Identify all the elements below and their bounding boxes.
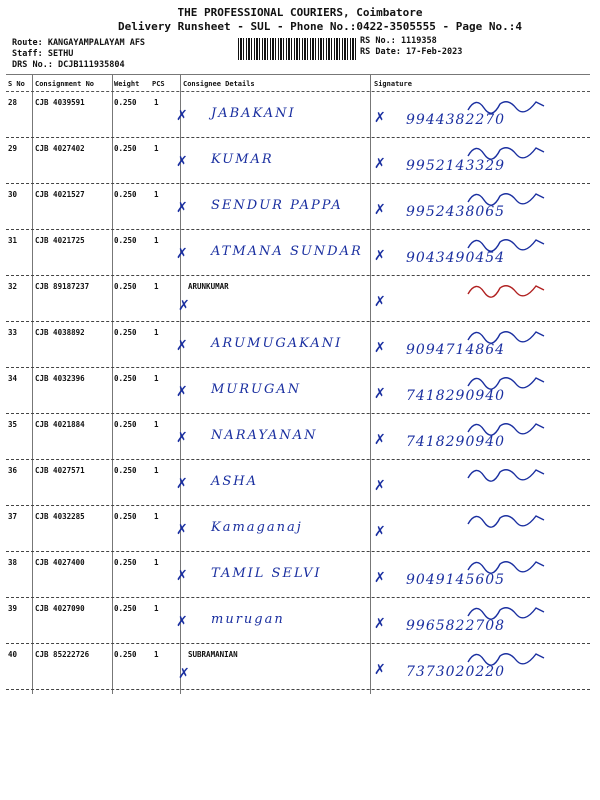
handwritten-consignee-name: NARAYANAN [211, 428, 318, 443]
handwritten-consignee-name: Kamaganaj [211, 520, 303, 535]
rs-date: RS Date: 17-Feb-2023 [360, 47, 463, 57]
tick-mark: ✗ [178, 298, 190, 314]
tick-mark: ✗ [178, 666, 190, 682]
row-consignment-no: CJB 4032285 [35, 512, 85, 521]
row-sno: 30 [8, 190, 18, 199]
tick-mark: ✗ [176, 430, 188, 446]
row-weight: 0.250 [114, 374, 137, 383]
row-pcs: 1 [154, 420, 159, 429]
handwritten-phone: 9944382270 [406, 112, 506, 128]
row-pcs: 1 [154, 374, 159, 383]
row-pcs: 1 [154, 328, 159, 337]
signature-tick-mark: ✗ [374, 570, 386, 586]
header-pcs: PCS [152, 80, 165, 88]
row-sno: 32 [8, 282, 18, 291]
tick-mark: ✗ [176, 568, 188, 584]
signature-tick-mark: ✗ [374, 524, 386, 540]
handwritten-phone: 9965822708 [406, 618, 506, 634]
row-weight: 0.250 [114, 558, 137, 567]
row-consignment-no: CJB 4027571 [35, 466, 85, 475]
handwritten-consignee-name: ARUMUGAKANI [211, 336, 343, 351]
row-pcs: 1 [154, 650, 159, 659]
signature-tick-mark: ✗ [374, 340, 386, 356]
row-pcs: 1 [154, 466, 159, 475]
row-sno: 37 [8, 512, 18, 521]
tick-mark: ✗ [176, 338, 188, 354]
tick-mark: ✗ [176, 522, 188, 538]
row-consignment-no: CJB 4027402 [35, 144, 85, 153]
table-row [6, 644, 590, 690]
signature-tick-mark: ✗ [374, 202, 386, 218]
handwritten-phone: 7418290940 [406, 434, 506, 450]
row-weight: 0.250 [114, 190, 137, 199]
signature-tick-mark: ✗ [374, 110, 386, 126]
signature-tick-mark: ✗ [374, 432, 386, 448]
row-weight: 0.250 [114, 650, 137, 659]
handwritten-consignee-name: JABAKANI [211, 106, 296, 121]
table-row [6, 414, 590, 460]
row-pcs: 1 [154, 190, 159, 199]
handwritten-consignee-name: ASHA [211, 474, 259, 489]
handwritten-consignee-name: TAMIL SELVI [211, 566, 322, 581]
row-weight: 0.250 [114, 512, 137, 521]
row-pcs: 1 [154, 236, 159, 245]
rs-number: RS No.: 1119358 [360, 36, 437, 46]
row-consignment-no: CJB 4021725 [35, 236, 85, 245]
document-subtitle: Delivery Runsheet - SUL - Phone No.:0422-3505555 - Page No.:4 [118, 20, 522, 33]
table-row [6, 460, 590, 506]
row-consignee: ARUNKUMAR [188, 282, 229, 291]
staff-label: Staff: SETHU [12, 49, 74, 59]
handwritten-phone: 9049145605 [406, 572, 506, 588]
tick-mark: ✗ [176, 154, 188, 170]
row-sno: 34 [8, 374, 18, 383]
row-consignment-no: CJB 89187237 [35, 282, 90, 291]
barcode [238, 38, 356, 60]
row-weight: 0.250 [114, 144, 137, 153]
row-sno: 31 [8, 236, 18, 245]
handwritten-phone: 9094714864 [406, 342, 506, 358]
signature-tick-mark: ✗ [374, 248, 386, 264]
row-sno: 39 [8, 604, 18, 613]
row-weight: 0.250 [114, 420, 137, 429]
row-pcs: 1 [154, 144, 159, 153]
row-consignment-no: CJB 4027090 [35, 604, 85, 613]
route-label: Route: KANGAYAMPALAYAM AFS [12, 38, 146, 48]
header-consignment: Consignment No [35, 80, 95, 88]
tick-mark: ✗ [176, 476, 188, 492]
row-pcs: 1 [154, 604, 159, 613]
row-sno: 35 [8, 420, 18, 429]
handwritten-phone: 9043490454 [406, 250, 506, 266]
handwritten-consignee-name: KUMAR [211, 152, 274, 167]
tick-mark: ✗ [176, 614, 188, 630]
table-row [6, 230, 590, 276]
row-pcs: 1 [154, 512, 159, 521]
signature-tick-mark: ✗ [374, 294, 386, 310]
tick-mark: ✗ [176, 200, 188, 216]
row-sno: 40 [8, 650, 18, 659]
row-weight: 0.250 [114, 282, 137, 291]
tick-mark: ✗ [176, 246, 188, 262]
header-weight: Weight [114, 80, 140, 88]
table-row [6, 598, 590, 644]
row-weight: 0.250 [114, 466, 137, 475]
table-row [6, 368, 590, 414]
table-row [6, 276, 590, 322]
row-pcs: 1 [154, 98, 159, 107]
header-consignee: Consignee Details [183, 80, 255, 88]
signature-scribble [466, 278, 546, 300]
row-consignment-no: CJB 4021527 [35, 190, 85, 199]
signature-scribble [466, 508, 546, 530]
row-pcs: 1 [154, 558, 159, 567]
tick-mark: ✗ [176, 384, 188, 400]
row-sno: 36 [8, 466, 18, 475]
signature-tick-mark: ✗ [374, 386, 386, 402]
signature-tick-mark: ✗ [374, 478, 386, 494]
row-consignment-no: CJB 85222726 [35, 650, 90, 659]
row-consignment-no: CJB 4032396 [35, 374, 85, 383]
row-sno: 29 [8, 144, 18, 153]
row-consignee: SUBRAMANIAN [188, 650, 238, 659]
handwritten-consignee-name: murugan [211, 612, 285, 627]
header-signature: Signature [374, 80, 412, 88]
row-sno: 38 [8, 558, 18, 567]
table-row [6, 184, 590, 230]
row-pcs: 1 [154, 282, 159, 291]
row-weight: 0.250 [114, 604, 137, 613]
handwritten-phone: 7373020220 [406, 664, 506, 680]
handwritten-consignee-name: SENDUR PAPPA [211, 198, 343, 213]
header-sno: S No [8, 80, 25, 88]
row-divider [6, 689, 590, 690]
signature-scribble [466, 462, 546, 484]
table-row [6, 138, 590, 184]
row-weight: 0.250 [114, 236, 137, 245]
document-title: THE PROFESSIONAL COURIERS, Coimbatore [177, 6, 423, 19]
signature-tick-mark: ✗ [374, 662, 386, 678]
tick-mark: ✗ [176, 108, 188, 124]
handwritten-phone: 9952438065 [406, 204, 506, 220]
table-top-border [6, 74, 590, 75]
drs-number: DRS No.: DCJB111935804 [12, 60, 125, 70]
row-consignment-no: CJB 4027400 [35, 558, 85, 567]
handwritten-phone: 7418290940 [406, 388, 506, 404]
row-sno: 33 [8, 328, 18, 337]
handwritten-consignee-name: MURUGAN [211, 382, 302, 397]
row-consignment-no: CJB 4021884 [35, 420, 85, 429]
signature-tick-mark: ✗ [374, 616, 386, 632]
handwritten-phone: 9952143329 [406, 158, 506, 174]
row-weight: 0.250 [114, 98, 137, 107]
table-row [6, 552, 590, 598]
handwritten-consignee-name: ATMANA SUNDAR [211, 244, 363, 259]
table-row [6, 506, 590, 552]
table-row [6, 92, 590, 138]
row-sno: 28 [8, 98, 18, 107]
row-consignment-no: CJB 4038892 [35, 328, 85, 337]
row-consignment-no: CJB 4039591 [35, 98, 85, 107]
table-row [6, 322, 590, 368]
signature-tick-mark: ✗ [374, 156, 386, 172]
row-weight: 0.250 [114, 328, 137, 337]
